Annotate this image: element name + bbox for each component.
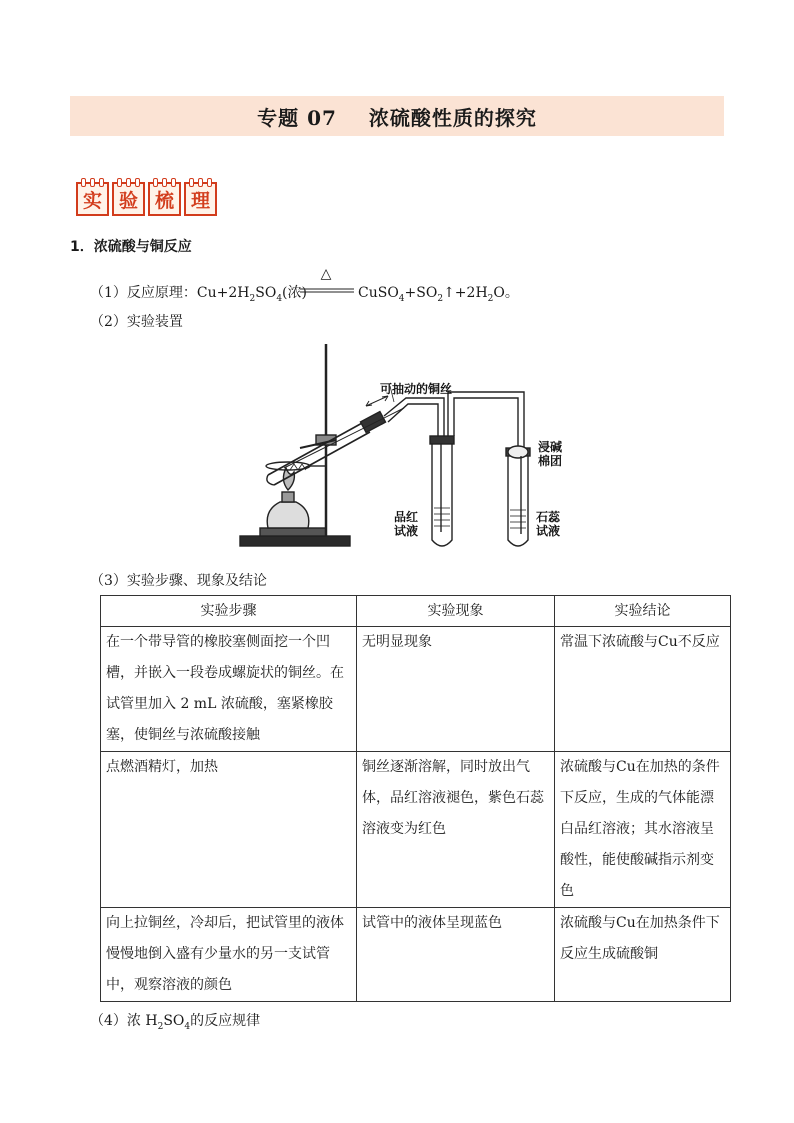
badge-char: 理 <box>184 182 217 216</box>
binder-rings-icon <box>81 178 104 185</box>
page-title: 专题 07 浓硫酸性质的探究 <box>257 105 537 130</box>
binder-rings-icon <box>189 178 212 185</box>
label-copper-wire: 可抽动的铜丝 <box>380 382 453 396</box>
table-cell: 向上拉铜丝，冷却后，把试管里的液体慢慢地倒入盛有少量水的另一支试管中，观察溶液的颜色 <box>101 908 357 1002</box>
item-label: （2）实验装置 <box>90 314 183 330</box>
item-label: （4）浓 $H_2SO_4$的反应规律 <box>90 1013 261 1032</box>
apparatus-figure <box>238 340 576 554</box>
table-cell: 铜丝逐渐溶解，同时放出气体，品红溶液褪色，紫色石蕊溶液变为红色 <box>357 752 555 908</box>
table-cell: 试管中的液体呈现蓝色 <box>357 908 555 1002</box>
badge-char: 实 <box>76 182 109 216</box>
item-label: （1）反应原理： <box>90 285 197 301</box>
table-header-row <box>101 596 731 627</box>
column-header: 实验结论 <box>555 596 731 627</box>
label-litmus-solution: 石蕊 试液 <box>536 510 561 538</box>
table-cell: 浓硫酸与Cu在加热的条件下反应，生成的气体能漂白品红溶液；其水溶液呈酸性，能使酸碱指示剂变色 <box>555 752 731 908</box>
table-cell: 常温下浓硫酸与Cu不反应 <box>555 627 731 752</box>
section-heading: 1．浓硫酸与铜反应 <box>70 239 192 255</box>
binder-rings-icon <box>117 178 140 185</box>
label-alkali-cotton: 浸碱 棉团 <box>538 440 563 468</box>
column-header: 实验现象 <box>357 596 555 627</box>
column-header: 实验步骤 <box>101 596 357 627</box>
section-badge <box>76 182 217 216</box>
table-cell: 在一个带导管的橡胶塞侧面挖一个凹槽，并嵌入一段卷成螺旋状的铜丝。在试管里加入 2 mL 浓硫酸，塞紧橡胶塞，使铜丝与浓硫酸接触 <box>101 627 357 752</box>
badge-char: 梳 <box>148 182 181 216</box>
title-banner <box>70 96 724 136</box>
item-label: （3）实验步骤、现象及结论 <box>90 573 267 589</box>
label-magenta-solution: 品红 试液 <box>394 510 419 538</box>
table-row <box>101 627 731 752</box>
experiment-table <box>100 595 731 1002</box>
badge-char: 验 <box>112 182 145 216</box>
table-row <box>101 752 731 908</box>
table-row <box>101 908 731 1002</box>
heat-symbol: △ <box>320 266 332 282</box>
reaction-condition-arrow <box>296 268 356 308</box>
table-cell: 点燃酒精灯，加热 <box>101 752 357 908</box>
binder-rings-icon <box>153 178 176 185</box>
table-cell: 浓硫酸与Cu在加热条件下反应生成硫酸铜 <box>555 908 731 1002</box>
table-cell: 无明显现象 <box>357 627 555 752</box>
